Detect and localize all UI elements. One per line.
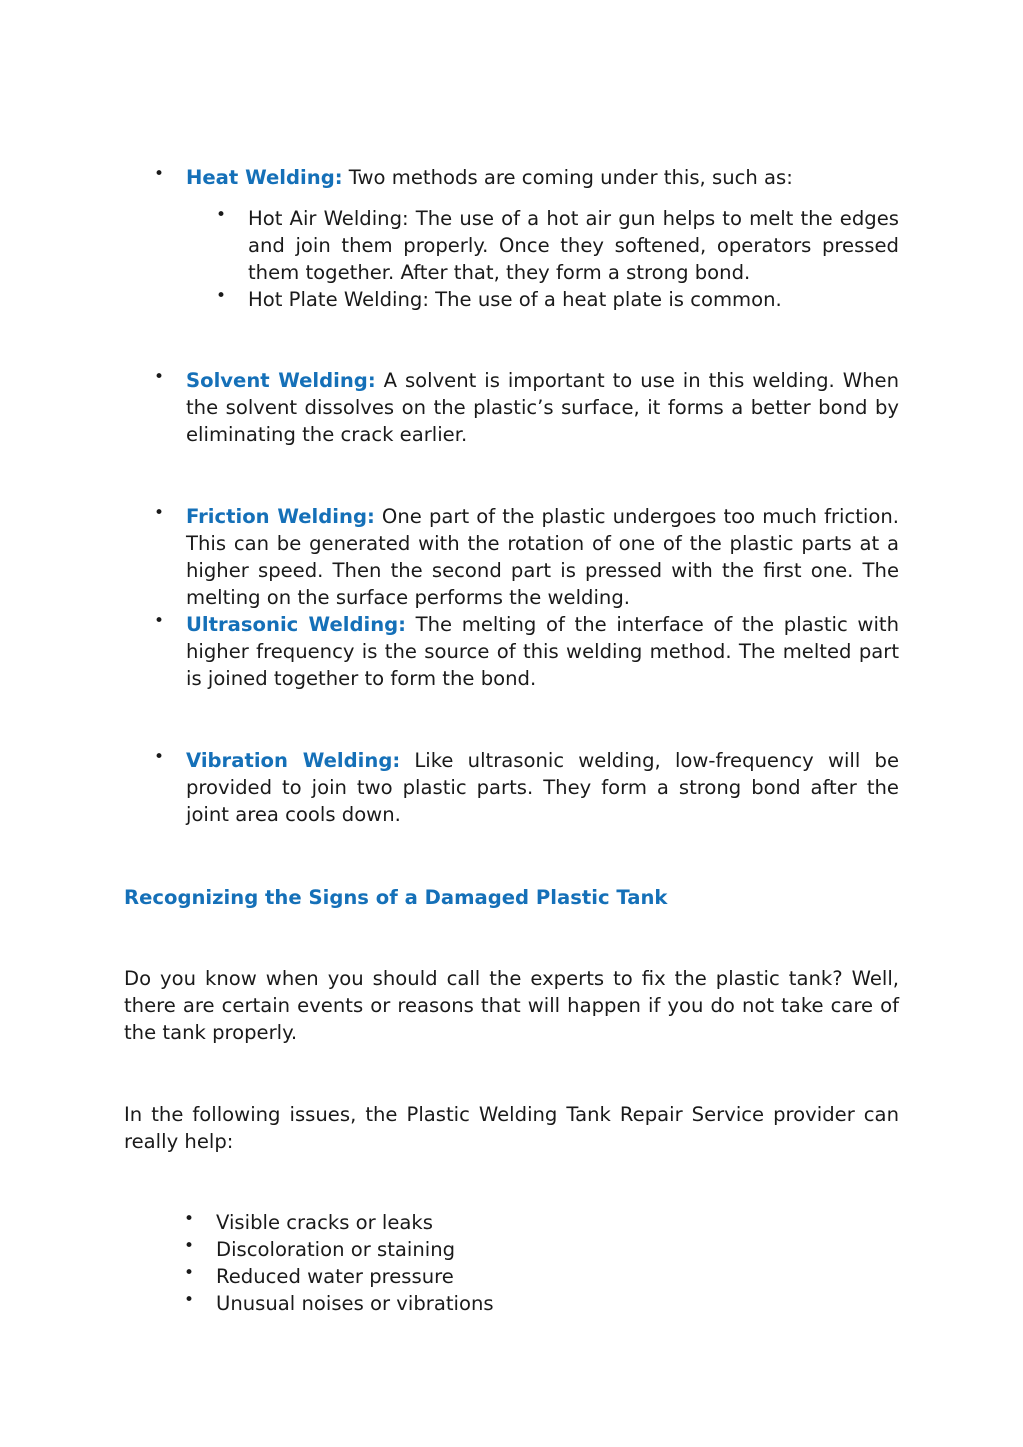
- bullet-icon: •: [154, 611, 165, 631]
- list-item-sign: [184, 1209, 684, 1236]
- sign-text: Visible cracks or leaks: [216, 1211, 433, 1234]
- sign-text: Reduced water pressure: [216, 1265, 454, 1288]
- list-item-heat-welding: [154, 164, 899, 191]
- paragraph-issues: In the following issues, the Plastic Welding Tank Repair Service provider can really help:: [124, 1103, 899, 1153]
- section-heading: Recognizing the Signs of a Damaged Plastic Tank: [124, 886, 668, 909]
- bullet-icon: •: [184, 1209, 195, 1229]
- list-item-vibration-welding: [154, 747, 899, 828]
- description-ultrasonic-welding: The melting of the interface of the plastic with higher frequency is the source of this welding method. The melted part is joined together to form the bond.: [186, 613, 899, 690]
- term-vibration-welding: Vibration Welding:: [186, 749, 401, 772]
- list-item-ultrasonic-welding: [154, 611, 899, 692]
- description-heat-welding: Two methods are coming under this, such as:: [342, 166, 793, 189]
- description-vibration-welding: Like ultrasonic welding, low-frequency will be provided to join two plastic parts. They form a strong bond after the joint area cools down.: [186, 749, 899, 826]
- description-friction-welding: One part of the plastic undergoes too much friction. This can be generated with the rotation of one of the plastic parts at a higher speed. Then the second part is pressed with the first one. The melting on the surface performs the welding.: [186, 505, 899, 609]
- paragraph-experts: Do you know when you should call the experts to fix the plastic tank? Well, there are certain events or reasons that will happen if you do not take care of the tank properly.: [124, 967, 899, 1044]
- bullet-icon: •: [216, 205, 227, 225]
- term-solvent-welding: Solvent Welding:: [186, 369, 376, 392]
- bullet-icon: •: [154, 747, 165, 767]
- sub-item-text: Hot Air Welding: The use of a hot air gun helps to melt the edges and join them properly. Once they softened, operators pressed them together. After that, they form a strong bond.: [248, 207, 899, 284]
- sign-text: Unusual noises or vibrations: [216, 1292, 494, 1315]
- list-item-sign: [184, 1263, 684, 1290]
- term-heat-welding: Heat Welding:: [186, 166, 343, 189]
- bullet-icon: •: [184, 1290, 195, 1310]
- sign-text: Discoloration or staining: [216, 1238, 456, 1261]
- sub-list-item-hot-plate: [216, 286, 899, 313]
- list-item-friction-welding: [154, 503, 899, 611]
- bullet-icon: •: [184, 1236, 195, 1256]
- term-ultrasonic-welding: Ultrasonic Welding:: [186, 613, 407, 636]
- bullet-icon: •: [216, 286, 227, 306]
- list-item-sign: [184, 1236, 684, 1263]
- term-friction-welding: Friction Welding:: [186, 505, 375, 528]
- sub-item-text: Hot Plate Welding: The use of a heat plate is common.: [248, 288, 782, 311]
- bullet-icon: •: [184, 1263, 195, 1283]
- list-item-solvent-welding: [154, 367, 899, 448]
- list-item-sign: [184, 1290, 684, 1317]
- bullet-icon: •: [154, 367, 165, 387]
- bullet-icon: •: [154, 503, 165, 523]
- sub-list-item-hot-air: [216, 205, 899, 286]
- description-solvent-welding: A solvent is important to use in this welding. When the solvent dissolves on the plastic’s surface, it forms a better bond by eliminating the crack earlier.: [186, 369, 899, 446]
- bullet-icon: •: [154, 164, 165, 184]
